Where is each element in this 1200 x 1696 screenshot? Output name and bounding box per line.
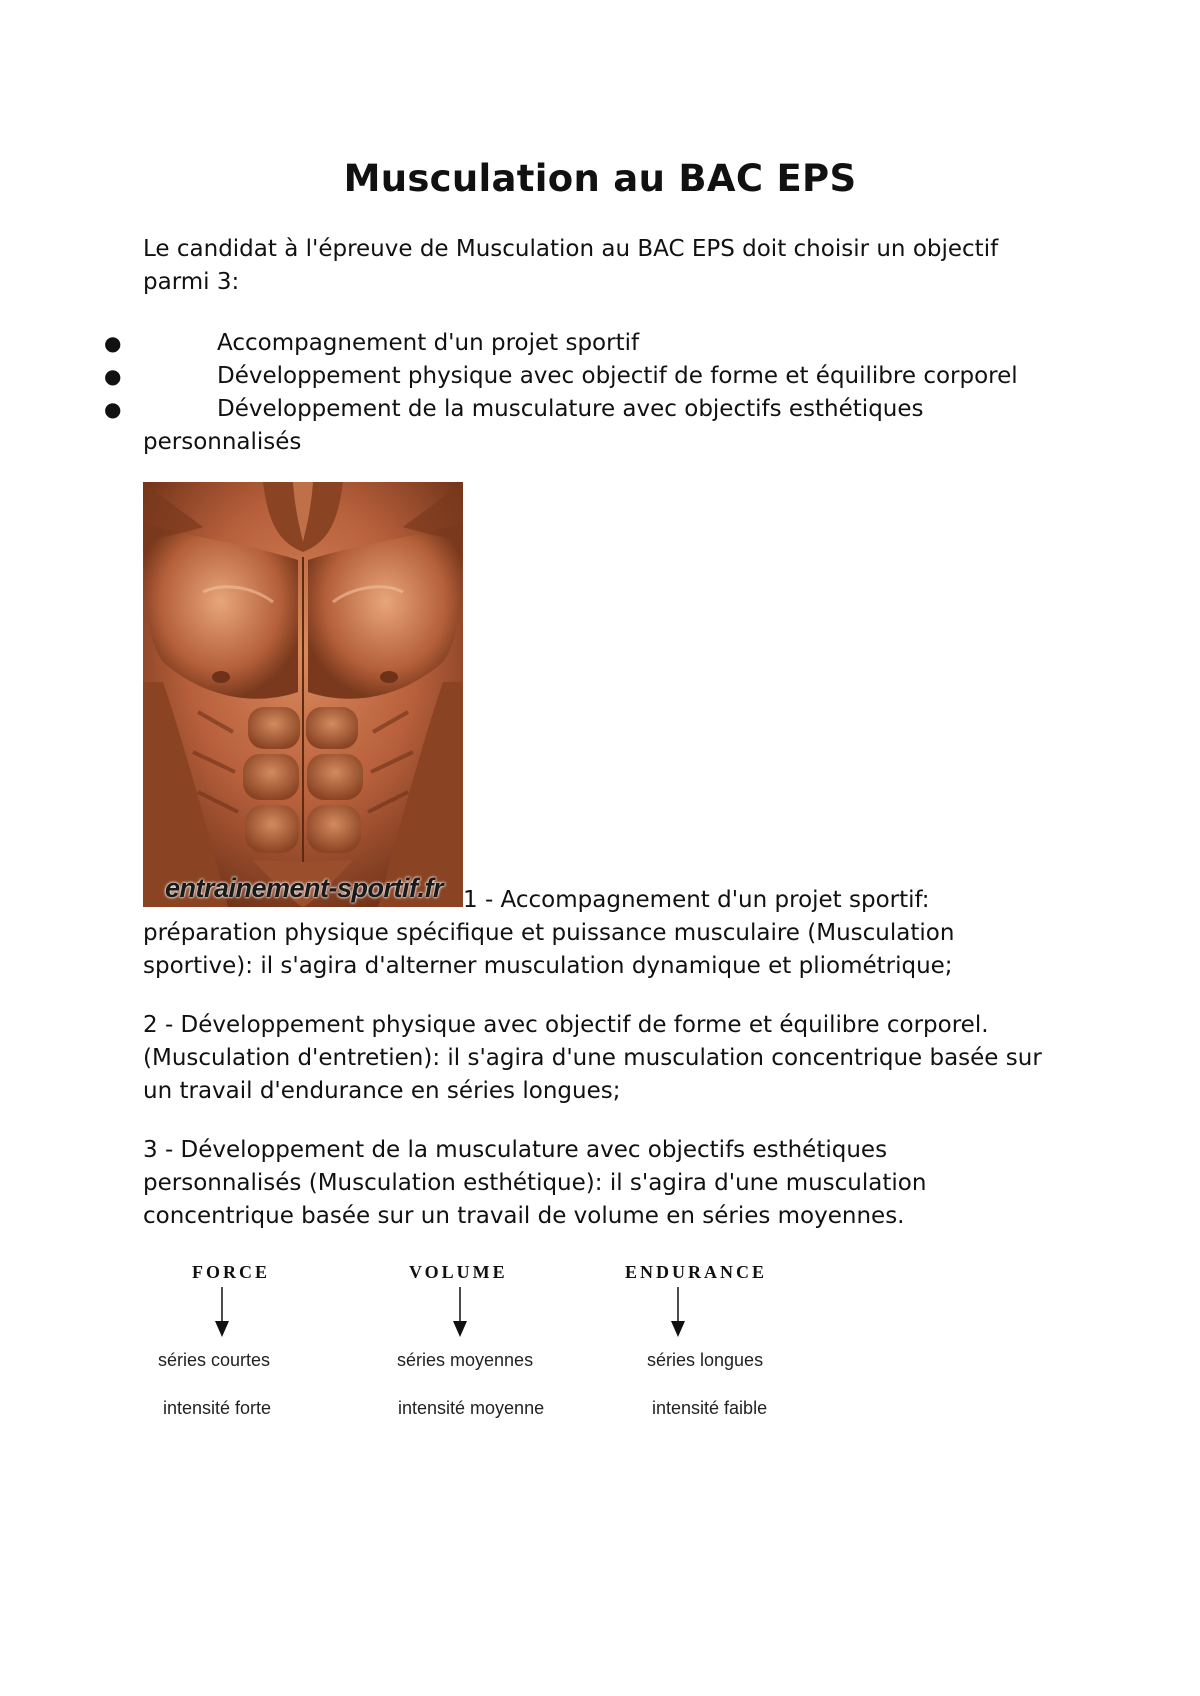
list-item: Développement physique avec objectif de forme et équilibre corporel bbox=[217, 363, 1018, 389]
section-2-line-3: un travail d'endurance en séries longues; bbox=[143, 1078, 621, 1104]
section-3-line-3: concentrique basée sur un travail de volume en séries moyennes. bbox=[143, 1203, 905, 1229]
intro-paragraph bbox=[143, 233, 1073, 299]
diagram-intensity-force: intensité forte bbox=[163, 1398, 272, 1418]
list-item: Accompagnement d'un projet sportif bbox=[217, 330, 640, 356]
bullet-dot-icon: ● bbox=[104, 397, 122, 421]
list-item: Développement de la musculature avec objectifs esthétiques bbox=[217, 396, 924, 422]
diagram-series-volume: séries moyennes bbox=[397, 1350, 534, 1370]
bullet-dot-icon: ● bbox=[104, 364, 122, 388]
diagram-intensity-endurance: intensité faible bbox=[652, 1398, 768, 1418]
section-1-line-3: sportive): il s'agira d'alterner musculation dynamique et pliométrique; bbox=[143, 953, 953, 979]
muscular-torso-photo bbox=[143, 482, 463, 907]
down-arrow-icon bbox=[671, 1287, 685, 1337]
torso-illustration bbox=[143, 482, 463, 907]
intro-line-1: Le candidat à l'épreuve de Musculation au BAC EPS doit choisir un objectif bbox=[143, 236, 999, 262]
diagram-head-force: FORCE bbox=[192, 1262, 270, 1282]
page-title: Musculation au BAC EPS bbox=[343, 157, 857, 200]
bullet-dot-icon: ● bbox=[104, 331, 122, 355]
diagram-head-endurance: ENDURANCE bbox=[625, 1262, 768, 1282]
diagram-series-force: séries courtes bbox=[158, 1350, 271, 1370]
section-2-line-1: 2 - Développement physique avec objectif de forme et équilibre corporel. bbox=[143, 1012, 989, 1038]
intro-line-2: parmi 3: bbox=[143, 269, 240, 295]
section-2-paragraph bbox=[143, 1009, 1073, 1108]
section-3-line-2: personnalisés (Musculation esthétique): il s'agira d'une musculation bbox=[143, 1170, 927, 1196]
diagram-intensity-volume: intensité moyenne bbox=[398, 1398, 545, 1418]
down-arrow-icon bbox=[453, 1287, 467, 1337]
diagram-head-volume: VOLUME bbox=[409, 1262, 508, 1282]
section-1-line-2: préparation physique spécifique et puissance musculaire (Musculation bbox=[143, 920, 955, 946]
section-3-paragraph bbox=[143, 1134, 1073, 1233]
photo-watermark: entrainement-sportif.fr bbox=[165, 873, 444, 903]
list-item-continuation: personnalisés bbox=[143, 429, 302, 455]
section-2-line-2: (Musculation d'entretien): il s'agira d'une musculation concentrique basée sur bbox=[143, 1045, 1042, 1071]
diagram-series-endurance: séries longues bbox=[647, 1350, 764, 1370]
section-1-body bbox=[143, 917, 1073, 983]
down-arrow-icon bbox=[215, 1287, 229, 1337]
section-1-title: 1 - Accompagnement d'un projet sportif: bbox=[463, 887, 930, 913]
section-3-line-1: 3 - Développement de la musculature avec objectifs esthétiques bbox=[143, 1137, 888, 1163]
